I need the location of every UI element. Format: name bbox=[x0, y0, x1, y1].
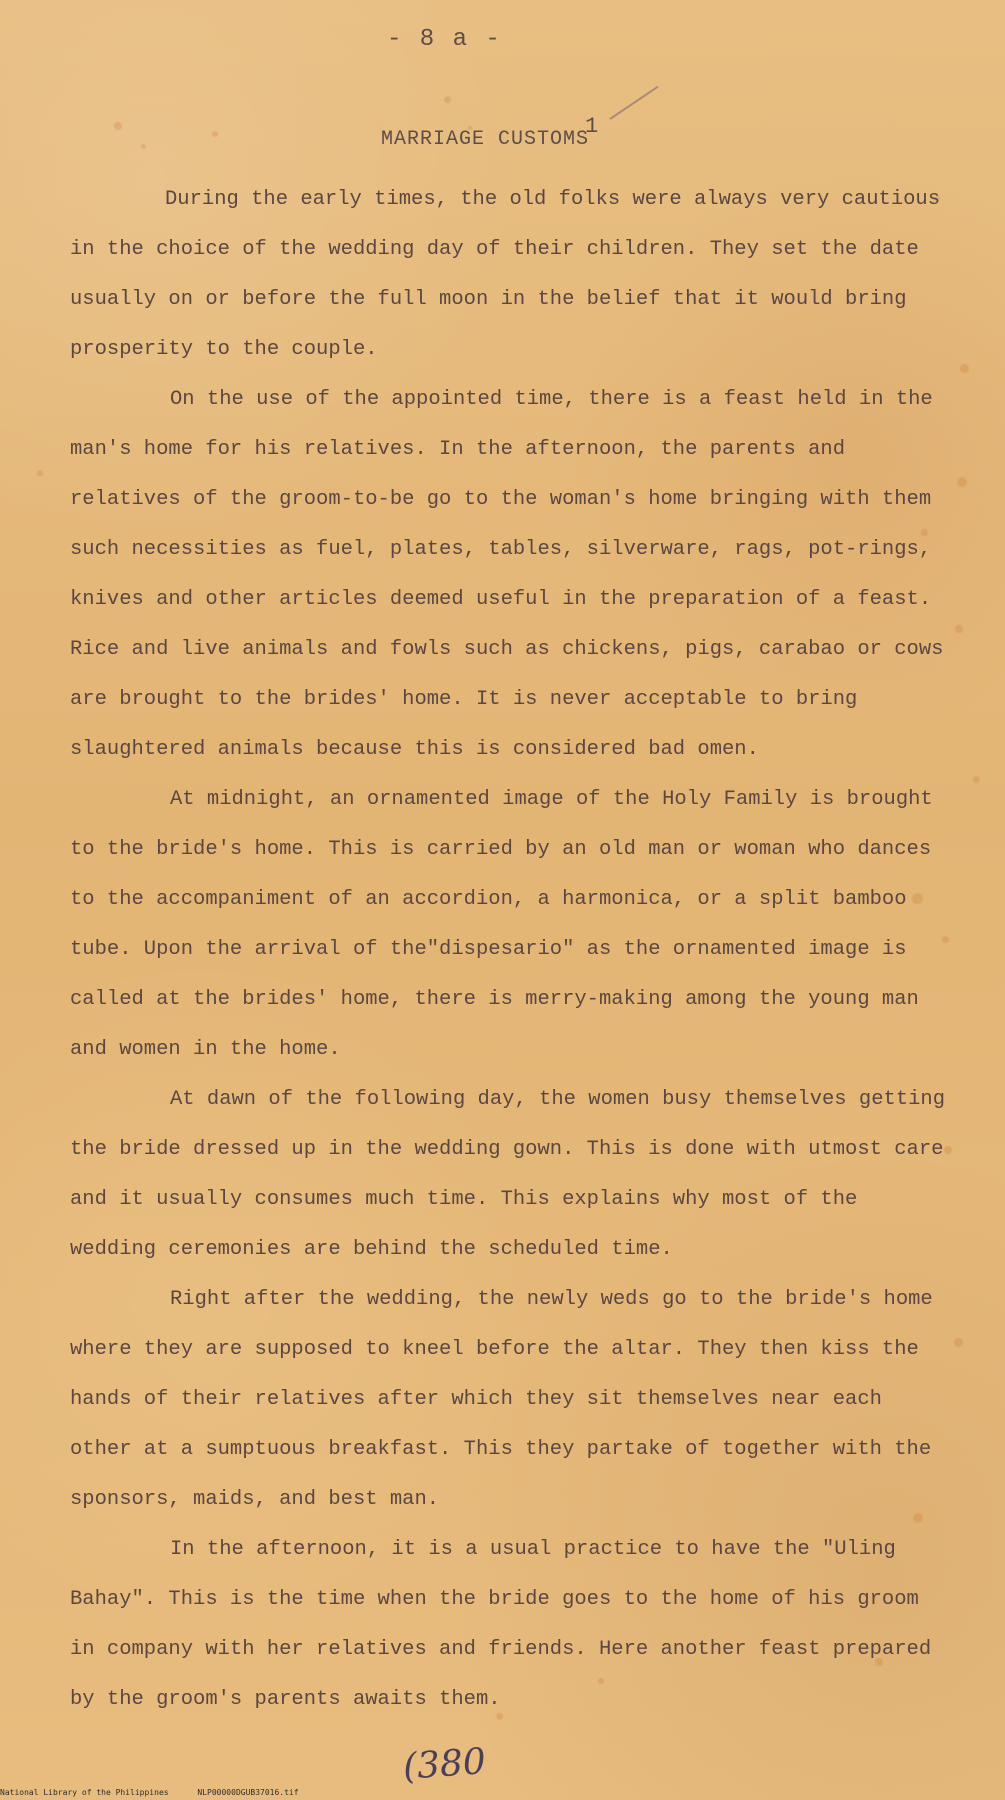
paper-speck bbox=[960, 364, 969, 373]
paper-speck bbox=[973, 776, 980, 783]
handwritten-page-reference: (380 bbox=[401, 1741, 488, 1788]
archive-source: National Library of the Philippines bbox=[0, 1788, 169, 1797]
handwritten-check-mark bbox=[609, 86, 658, 120]
document-body bbox=[70, 175, 950, 1725]
title-superscript: 1 bbox=[585, 114, 599, 139]
archive-file-name: NLP00000DGUB37016.tif bbox=[197, 1788, 299, 1797]
paper-speck bbox=[444, 96, 451, 103]
paper-speck bbox=[141, 144, 146, 149]
paper-speck bbox=[212, 131, 218, 137]
paragraph-6: In the afternoon, it is a usual practice to have the "Uling Bahay". This is the time when the bride goes to the home of his groom in company with her relatives and friends. Here another feast prepared by the groom's parents awaits them. bbox=[70, 1538, 932, 1711]
archive-footer bbox=[0, 1788, 1005, 1798]
paragraph-5: Right after the wedding, the newly weds go to the bride's home where they are supposed to kneel before the altar. They then kiss the hands of their relatives after which they sit themselves near each other at a sumptuous breakfast. This they partake of together with the sponsors, maids, and best man. bbox=[70, 1288, 933, 1511]
paper-speck bbox=[954, 1338, 963, 1347]
paper-speck bbox=[955, 625, 963, 633]
page-number: - 8 a - bbox=[387, 26, 502, 53]
paper-speck bbox=[957, 477, 967, 487]
paper-speck bbox=[114, 122, 122, 130]
paragraph-3: At midnight, an ornamented image of the Holy Family is brought to the bride's home. This is carried by an old man or woman who dances to the accompaniment of an accordion, a harmonica, or a split bamboo tube. Upon the arrival of the"dispesario" as the ornamented image is called at the brides' home, there is merry-making among the young man and women in the home. bbox=[70, 788, 933, 1061]
paragraph-2: On the use of the appointed time, there is a feast held in the man's home for his relatives. In the afternoon, the parents and relatives of the groom-to-be go to the woman's home bringing with them such necessities as fuel, plates, tables, silverware, rags, pot-rings, knives and other articles deemed useful in the preparation of a feast. Rice and live animals and fowls such as chickens, pigs, carabao or cows are brought to the brides' home. It is never acceptable to bring slaughtered animals because this is considered bad omen. bbox=[70, 388, 944, 761]
document-title: MARRIAGE CUSTOMS bbox=[381, 128, 590, 151]
paper-speck bbox=[37, 470, 43, 476]
paragraph-4: At dawn of the following day, the women busy themselves getting the bride dressed up in the wedding gown. This is done with utmost care and it usually consumes much time. This explains why most of the wedding ceremonies are behind the scheduled time. bbox=[70, 1088, 946, 1261]
paragraph-1: During the early times, the old folks were always very cautious in the choice of the wedding day of their children. They set the date usually on or before the full moon in the belief that it would bring prosperity to the couple. bbox=[70, 188, 941, 361]
